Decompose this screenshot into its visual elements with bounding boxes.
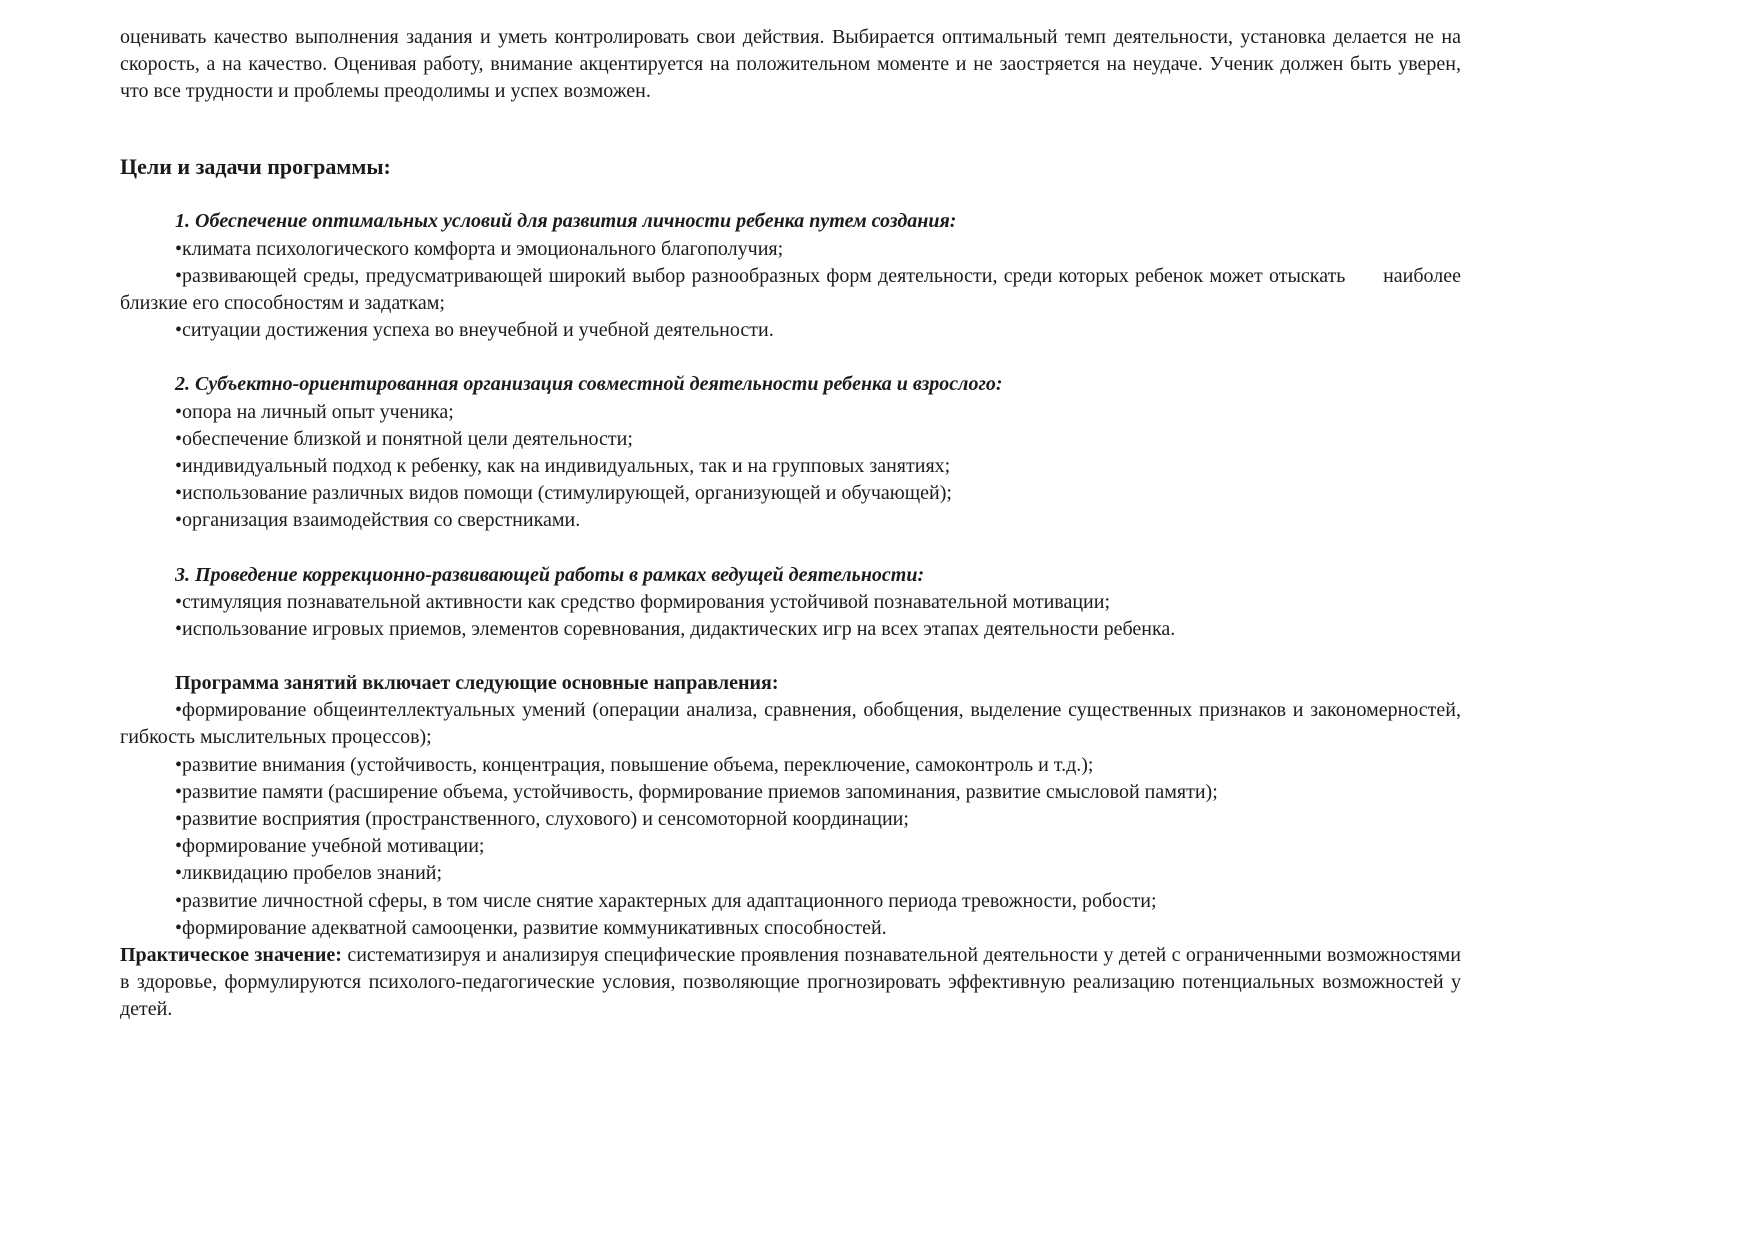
page-title: Цели и задачи программы:	[120, 153, 391, 179]
list-item: • ликвидацию пробелов знаний;	[120, 860, 1461, 887]
section-1-title: 1. Обеспечение оптимальных условий для развития личности ребенка путем создания:	[175, 210, 957, 233]
intro-paragraph: оценивать качество выполнения задания и уметь контролировать свои действия. Выбирается оптимальный темп деятельности, установка делается не на скорость, а на качество. Оценивая работу, внимание акцентируется на положительном моменте и не заостряется на неудаче. Ученик должен быть уверен, что все трудности и проблемы преодолимы и успех возможен.	[120, 26, 1461, 103]
section-program-directions	[120, 670, 1461, 942]
section-4-title: Программа занятий включает следующие основные направления:	[175, 672, 779, 695]
list-item: • развитие восприятия (пространственного, слухового) и сенсомоторной координации;	[120, 806, 1461, 833]
list-item: • климата психологического комфорта и эмоционального благополучия;	[120, 236, 1461, 263]
list-item: • формирование общеинтеллектуальных умений (операции анализа, сравнения, обобщения, выделение существенных признаков и закономерностей, гибкость мыслительных процессов);	[120, 697, 1461, 751]
section-goals-1	[120, 208, 1461, 344]
list-item: • развитие внимания (устойчивость, концентрация, повышение объема, переключение, самоконтроль и т.д.);	[120, 752, 1461, 779]
list-item: • развивающей среды, предусматривающей широкий выбор разнообразных форм деятельности, среди которых ребенок может отыскать наиболее близкие его способностям и задаткам;	[120, 263, 1461, 317]
practical-significance-paragraph	[120, 942, 1461, 1024]
list-item: • организация взаимодействия со сверстниками.	[120, 507, 1461, 534]
section-goals-3	[120, 562, 1461, 644]
list-item: • обеспечение близкой и понятной цели деятельности;	[120, 426, 1461, 453]
practical-significance-text: систематизируя и анализируя специфические проявления познавательной деятельности у детей с ограниченными возможностями в здоровье, формулируются психолого-педагогические условия, позволяющие прогнозировать эффективную реализацию потенциальных возможностей у детей.	[120, 943, 1461, 1021]
list-item: • формирование учебной мотивации;	[120, 833, 1461, 860]
practical-significance-label: Практическое значение:	[120, 943, 342, 966]
section-goals-2	[120, 371, 1461, 534]
list-item: • индивидуальный подход к ребенку, как на индивидуальных, так и на групповых занятиях;	[120, 453, 1461, 480]
list-item: • использование различных видов помощи (стимулирующей, организующей и обучающей);	[120, 480, 1461, 507]
list-item: • формирование адекватной самооценки, развитие коммуникативных способностей.	[120, 915, 1461, 942]
list-item: • развитие личностной сферы, в том числе снятие характерных для адаптационного периода тревожности, робости;	[120, 888, 1461, 915]
list-item: • развитие памяти (расширение объема, устойчивость, формирование приемов запоминания, развитие смысловой памяти);	[120, 779, 1461, 806]
section-2-title: 2. Субъектно-ориентированная организация совместной деятельности ребенка и взрослого:	[175, 373, 1003, 396]
list-item: • использование игровых приемов, элементов соревнования, дидактических игр на всех этапах деятельности ребенка.	[120, 616, 1461, 643]
list-item: • опора на личный опыт ученика;	[120, 399, 1461, 426]
section-3-title: 3. Проведение коррекционно-развивающей работы в рамках ведущей деятельности:	[175, 563, 925, 586]
list-item: • стимуляция познавательной активности как средство формирования устойчивой познавательной мотивации;	[120, 589, 1461, 616]
list-item: • ситуации достижения успеха во внеучебной и учебной деятельности.	[120, 317, 1461, 344]
